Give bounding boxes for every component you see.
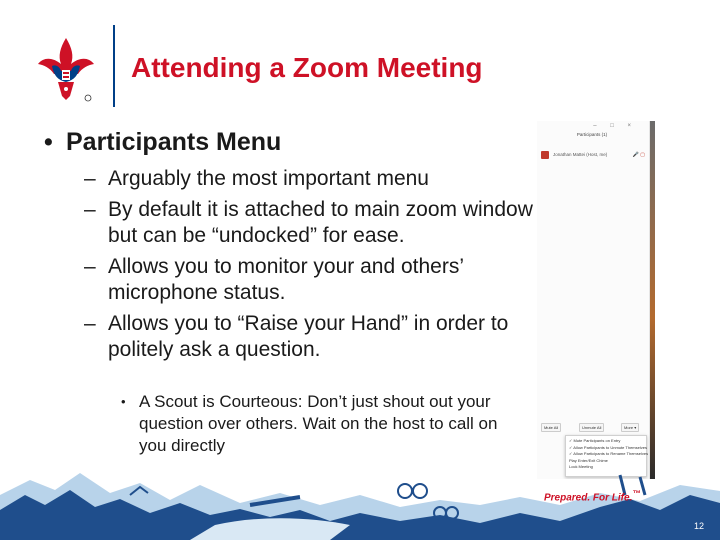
motto-text: Prepared. For Life. bbox=[544, 492, 633, 504]
menu-item-chime[interactable]: Play Enter/Exit Chime bbox=[569, 457, 608, 463]
menu-item-allow-unmute[interactable]: ✓ Allow Participants to Unmute Themselves bbox=[569, 444, 647, 450]
unmute-all-button[interactable]: Unmute All bbox=[579, 423, 604, 432]
menu-item-mute-on-entry[interactable]: ✓ Mute Participants on Entry bbox=[569, 438, 621, 443]
sub-bullet-item bbox=[84, 311, 546, 363]
bsa-fleur-de-lis-logo bbox=[30, 34, 102, 106]
title-divider bbox=[113, 25, 115, 107]
dash-marker: – bbox=[84, 167, 96, 190]
main-bullet bbox=[44, 128, 281, 157]
sub-bullet-item bbox=[84, 197, 546, 249]
participants-footer bbox=[541, 423, 645, 433]
mute-all-button[interactable]: Mute All bbox=[541, 423, 561, 432]
sub-bullet-text: Allows you to “Raise your Hand” in order to politely ask a question. bbox=[108, 312, 509, 361]
microphone-icon[interactable]: 🎤 ▢ bbox=[632, 152, 645, 158]
sub-bullet-item bbox=[84, 166, 546, 192]
window-controls[interactable]: – □ × bbox=[593, 123, 637, 129]
participants-panel-screenshot bbox=[537, 121, 655, 479]
sub-bullet-text: By default it is attached to main zoom window but can be “undocked” for ease. bbox=[108, 198, 533, 247]
dash-marker: – bbox=[84, 312, 96, 335]
dash-marker: – bbox=[84, 255, 96, 278]
main-bullet-text: Participants Menu bbox=[66, 128, 282, 156]
participants-title: Participants (1) bbox=[576, 132, 608, 137]
menu-item-allow-rename[interactable]: ✓ Allow Participants to Rename Themselves bbox=[569, 451, 649, 456]
participant-name: Jonathan Mattei (Host, me) bbox=[553, 152, 608, 157]
avatar bbox=[541, 151, 549, 159]
participant-row[interactable] bbox=[541, 151, 645, 161]
dash-marker: – bbox=[84, 198, 96, 221]
sub-bullet-list bbox=[84, 166, 546, 368]
courtesy-note-text: A Scout is Courteous: Don’t just shout out your question over others. Wait on the host to call on you directly bbox=[139, 392, 498, 455]
sub-bullet-text: Allows you to monitor your and others’ microphone status. bbox=[108, 255, 464, 304]
trademark-mark: ™ bbox=[632, 488, 641, 498]
bsa-motto bbox=[544, 488, 641, 503]
bullet-marker: • bbox=[44, 128, 53, 156]
bullet-marker: • bbox=[121, 394, 126, 409]
sub-bullet-item bbox=[84, 254, 546, 306]
zoom-window-edge bbox=[650, 121, 655, 479]
page-title: Attending a Zoom Meeting bbox=[131, 52, 483, 83]
courtesy-note bbox=[121, 391, 521, 457]
more-button[interactable]: More ▾ bbox=[621, 423, 639, 432]
slide-number: 12 bbox=[694, 521, 705, 531]
participants-panel bbox=[537, 121, 650, 479]
sub-bullet-text: Arguably the most important menu bbox=[108, 167, 429, 190]
menu-item-lock-meeting[interactable]: Lock Meeting bbox=[569, 464, 593, 469]
